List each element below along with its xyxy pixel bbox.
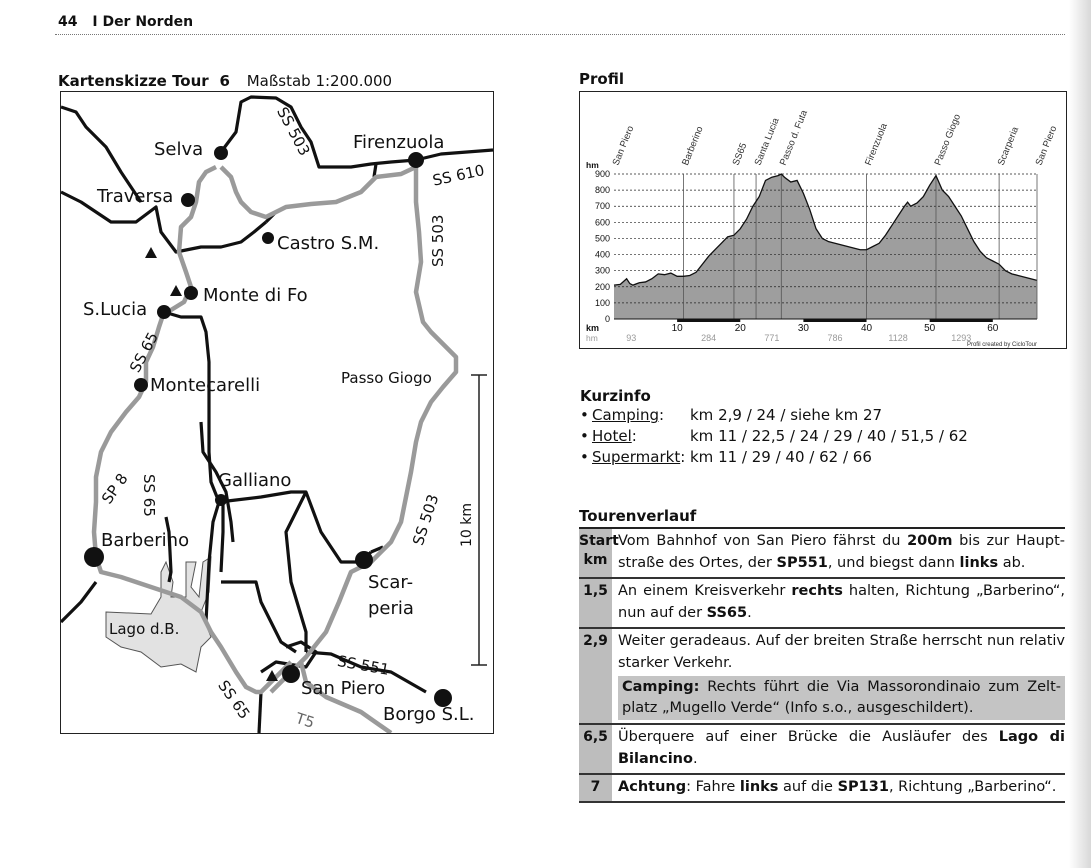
tour-row-text [612, 579, 1065, 627]
emphasis-text: Lago di Bilancino [618, 729, 1066, 767]
kurzinfo-value: km 11 / 29 / 40 / 62 / 66 [690, 448, 872, 466]
cumulative-hm-label: 1293 [951, 333, 972, 343]
emphasis-text: 200m [907, 533, 953, 549]
text-run: Überquere auf einer Brücke die Ausläufer des [618, 729, 999, 745]
emphasis-text: rechts [791, 583, 843, 599]
cumulative-hm-label: 1128 [888, 333, 908, 343]
place-label-montedifo: Monte di Fo [203, 285, 308, 306]
cumulative-hm-label: 93 [626, 333, 637, 343]
town-dot-slucia [157, 305, 171, 319]
road-lake-north [221, 582, 296, 652]
emphasis-text: links [959, 555, 999, 571]
km-scale-segment [677, 319, 740, 322]
km-scale-segment [803, 319, 866, 322]
road-label-ss503-east: SS 503 [429, 214, 447, 267]
lake-shape [106, 557, 211, 672]
cumulative-hm-label: 786 [827, 333, 843, 343]
camping-note [618, 676, 1065, 720]
kurzinfo-item [580, 405, 968, 426]
tour-row [579, 579, 1065, 629]
place-label-borgo: Borgo S.L. [383, 704, 475, 725]
profile-chart [580, 92, 1066, 348]
text-run: halten, Richtung „Barberino“, nun auf der [618, 583, 1065, 621]
kurzinfo-value: km 11 / 22,5 / 24 / 29 / 40 / 51,5 / 62 [690, 427, 968, 445]
place-label-scarperia-2: peria [368, 598, 414, 619]
kurzinfo-label: Camping: [592, 406, 665, 424]
y-tick-label: 900 [594, 169, 610, 179]
y-tick-label: 700 [594, 201, 610, 212]
hm-row-label: hm [586, 333, 598, 343]
x-axis-label: km [586, 323, 600, 333]
tour-row-km: 6,5 [579, 725, 612, 773]
place-label-passogiogo: Passo Giogo [341, 369, 432, 387]
profile-title: Profil [579, 70, 624, 88]
peak-triangle [145, 247, 157, 258]
y-tick-label: 800 [594, 185, 610, 196]
tour-row-km: Start km [579, 529, 612, 577]
tour-row-text [612, 725, 1065, 773]
town-dot-castro [262, 232, 274, 244]
emphasis-text: links [739, 779, 779, 795]
running-header [58, 14, 193, 30]
y-tick-label: 200 [594, 281, 610, 292]
kurzinfo-item [580, 447, 968, 468]
kurzinfo-label: Hotel: [592, 427, 637, 445]
place-label-firenzuola: Firenzuola [353, 132, 445, 153]
town-dot-montecarelli [134, 378, 148, 392]
scale-bar-label: 10 km [459, 502, 475, 547]
bullet: • [580, 448, 589, 466]
route-castro-firenzuola [221, 167, 416, 217]
road-label-ss503-north: SS 503 [273, 104, 314, 159]
waypoint-label: Barberino [680, 124, 706, 168]
text-run: bis zur Hauptstraße des Ortes, der [618, 533, 1065, 571]
road-label-ss65-south: SS 65 [214, 677, 254, 723]
road-galliano-south-2 [221, 502, 223, 572]
y-tick-label: 500 [594, 233, 610, 244]
km-scale-segment [930, 319, 993, 322]
road-label-ss65-north: SS 65 [126, 329, 163, 376]
road-galliano-east [219, 492, 371, 562]
x-tick-label: 50 [924, 323, 936, 334]
road-barberino-west [61, 582, 96, 622]
emphasis-text: SS65 [706, 605, 748, 621]
waypoint-label: SS65 [730, 141, 750, 168]
elevation-profile [579, 91, 1067, 349]
town-dot-galliano [215, 494, 227, 506]
x-tick-label: 60 [987, 323, 999, 334]
road-label-ss610: SS 610 [431, 161, 487, 190]
town-dot-scarperia [355, 551, 373, 569]
page-number: 44 [58, 14, 78, 30]
tourenverlauf-title: Tourenverlauf [579, 507, 697, 525]
place-label-galliano: Galliano [218, 470, 292, 491]
text-run: An einem Kreisverkehr [618, 583, 792, 599]
text-run: , Richtung „Barberino“. [888, 779, 1057, 795]
text-run: ab. [998, 555, 1026, 571]
map-sketch [60, 91, 494, 734]
tour-row [579, 629, 1065, 725]
tour-row [579, 529, 1065, 579]
bullet: • [580, 406, 589, 424]
waypoint-label: Scarperia [995, 125, 1022, 168]
tour-row-km: 1,5 [579, 579, 612, 627]
kurzinfo-item [580, 426, 968, 447]
kurzinfo-value: km 2,9 / 24 / siehe km 27 [690, 406, 883, 424]
x-tick-label: 10 [671, 323, 683, 334]
kurzinfo-title: Kurzinfo [580, 387, 651, 405]
road-label-t5: T5 [293, 709, 317, 732]
peak-triangle [170, 285, 182, 296]
profile-credit: Profil created by CicloTour [966, 342, 1037, 348]
tour-row-km: 7 [579, 775, 612, 801]
road-label-ss65-mid: SS 65 [140, 474, 158, 517]
map-tour-number: 6 [219, 72, 230, 90]
map-title-text: Kartenskizze Tour [58, 72, 209, 90]
road-galliano-south-1 [206, 502, 219, 622]
town-dot-firenzuola [408, 152, 424, 168]
place-label-barberino: Barberino [101, 530, 190, 551]
y-tick-label: 600 [594, 217, 610, 228]
waypoint-label: Passo d. Futa [777, 108, 811, 168]
cumulative-hm-label: 771 [764, 333, 780, 343]
kurzinfo-list [580, 405, 968, 468]
text-run: Weiter geradeaus. Auf der breiten Straße herrscht nun relativ starker Verkehr. [618, 633, 1065, 671]
place-label-traversa: Traversa [97, 186, 174, 207]
road-slucia-galliano [164, 312, 219, 502]
place-label-castro: Castro S.M. [277, 233, 380, 254]
page-edge-shadow [1069, 0, 1091, 868]
text-run: auf die [778, 779, 838, 795]
waypoint-label: Santa Lucia [752, 116, 782, 168]
elevation-area [614, 174, 1037, 319]
emphasis-text: SP551 [776, 555, 828, 571]
y-tick-label: 0 [604, 314, 610, 324]
town-dot-selva [214, 146, 228, 160]
emphasis-text: Camping: [622, 679, 700, 695]
map-title [58, 72, 392, 90]
y-tick-label: 300 [594, 265, 610, 276]
text-run: . [692, 751, 698, 767]
town-dot-montedifo [184, 286, 198, 300]
text-run: Vom Bahnhof von San Piero fährst du [618, 533, 908, 549]
tour-row [579, 725, 1065, 775]
kurzinfo-label: Supermarkt: [592, 448, 686, 466]
text-run: Rechts führt die Via Massorondinaio zum Zeltplatz „Mugello Verde“ (Info s.o., ausgeschildert). [622, 679, 1061, 716]
x-tick-label: 20 [734, 323, 746, 334]
waypoint-label: San Piero [1033, 124, 1060, 168]
bullet: • [580, 427, 589, 445]
road-south-exit [259, 692, 261, 733]
place-label-slucia: S.Lucia [83, 299, 148, 320]
y-tick-label: 400 [594, 249, 610, 260]
text-run: , und biegst dann [827, 555, 960, 571]
place-label-montecarelli: Montecarelli [150, 375, 261, 396]
place-label-scarperia-1: Scar- [368, 572, 414, 593]
place-label-lago: Lago d.B. [109, 620, 180, 638]
emphasis-text: Achtung [618, 779, 687, 795]
town-dot-traversa [181, 193, 195, 207]
waypoint-label: Passo Giogo [932, 112, 964, 168]
tour-row [579, 775, 1065, 803]
waypoint-label: San Piero [610, 124, 637, 168]
tour-row-text [612, 629, 1065, 723]
tour-row-text [612, 775, 1065, 801]
header-rule [55, 34, 1065, 35]
text-run: . [747, 605, 752, 621]
y-axis-label: hm [586, 160, 599, 170]
road-label-ss551: SS 551 [335, 652, 391, 679]
emphasis-text: SP131 [837, 779, 889, 795]
section-title: I Der Norden [92, 14, 194, 30]
road-label-ss503-south: SS 503 [409, 492, 443, 548]
cumulative-hm-label: 284 [701, 333, 717, 343]
place-label-sanpiero: San Piero [301, 678, 386, 699]
town-dot-sanpiero [282, 665, 300, 683]
road-loop-west [286, 492, 306, 652]
text-run: : Fahre [686, 779, 740, 795]
place-label-selva: Selva [154, 139, 204, 160]
map-scale: Maßstab 1:200.000 [246, 72, 393, 90]
x-tick-label: 30 [797, 323, 809, 334]
tour-row-text [612, 529, 1065, 577]
road-label-sp8: SP 8 [98, 470, 132, 508]
waypoint-label: Firenzuola [863, 121, 890, 168]
x-tick-label: 40 [860, 323, 873, 334]
y-tick-label: 100 [594, 297, 610, 308]
tourenverlauf-table [579, 527, 1065, 803]
tour-row-km: 2,9 [579, 629, 612, 723]
